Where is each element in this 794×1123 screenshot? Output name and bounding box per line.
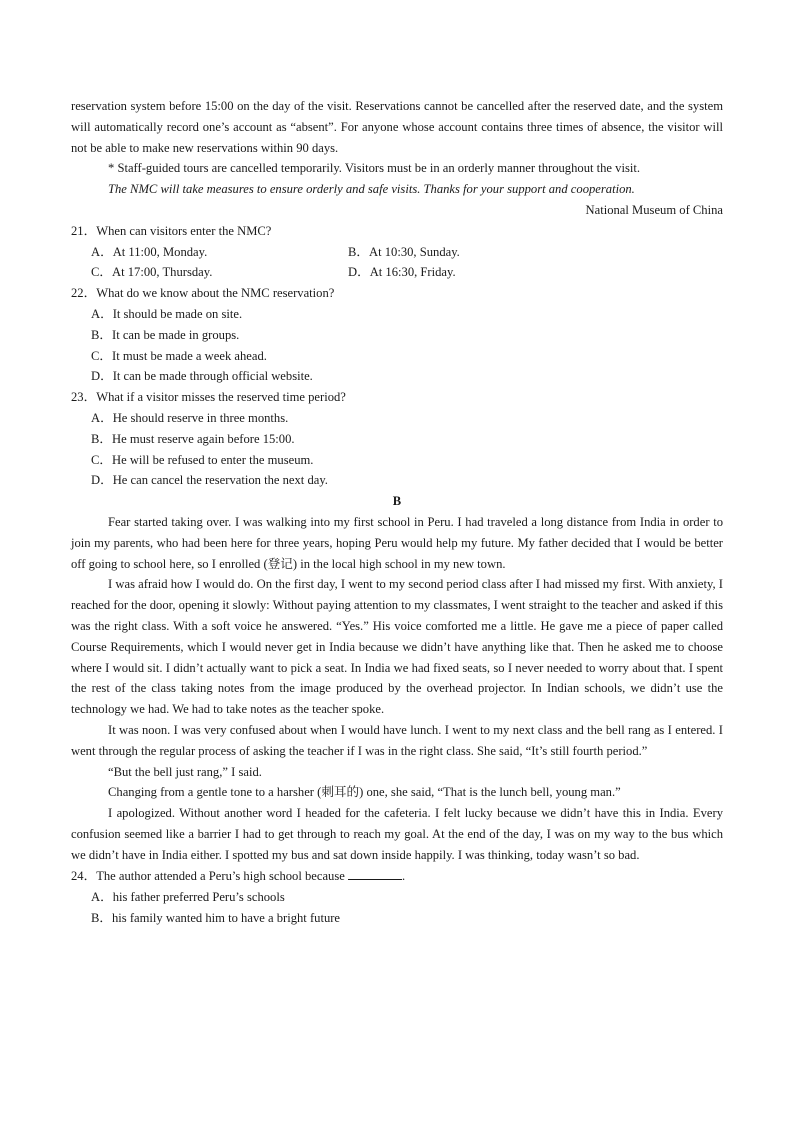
exam-page <box>71 96 723 929</box>
question-24 <box>71 865 723 928</box>
option-b: B．his family wanted him to have a bright future <box>91 911 341 926</box>
question-23 <box>71 387 723 491</box>
answer-blank <box>348 865 402 880</box>
question-stem: 23．What if a visitor misses the reserved time period? <box>71 390 346 405</box>
staff-tour-note: * Staff-guided tours are cancelled temporarily. Visitors must be in an orderly manner throughout the visit. <box>108 161 641 176</box>
option-d: D．He can cancel the reservation the next day. <box>91 473 328 488</box>
question-21 <box>71 221 723 283</box>
option-a: A．It should be made on site. <box>91 306 243 321</box>
question-stem: 21．When can visitors enter the NMC? <box>71 223 272 238</box>
section-heading: B <box>392 494 402 509</box>
passage-paragraph: “But the bell just rang,” I said. <box>108 764 262 779</box>
option-a: A．At 11:00, Monday. <box>91 244 208 259</box>
option-b: B．It can be made in groups. <box>91 327 240 342</box>
question-22 <box>71 283 723 387</box>
reservation-paragraph: reservation system before 15:00 on the day of the visit. Reservations cannot be cancelled after the reserved date, and the system will automatically record one’s account as “absent”. For anyone whose account contains three times of absence, the visitor will not be able to make new reservations within 90 days. <box>71 99 723 155</box>
signature: National Museum of China <box>585 202 723 217</box>
question-stem: 22．What do we know about the NMC reservation? <box>71 286 335 301</box>
option-b: B．At 10:30, Sunday. <box>348 244 460 259</box>
passage-paragraph: I apologized. Without another word I headed for the cafeteria. I felt lucky because we didn’t have this in India. Every confusion seemed like a barrier I had to get through to reach my goal. At the end of the day, I was on my way to the bus which we didn’t have in India either. I spotted my bus and sat down inside happily. I was thinking, today wasn’t so bad. <box>71 806 723 862</box>
passage-paragraph: Changing from a gentle tone to a harsher (刺耳的) one, she said, “That is the lunch bell, young man.” <box>108 785 621 800</box>
option-b: B．He must reserve again before 15:00. <box>91 431 295 446</box>
question-stem-text: 24．The author attended a Peru’s high school because <box>71 869 345 884</box>
option-row <box>71 262 723 283</box>
question-stem <box>71 865 723 887</box>
option-a: A．his father preferred Peru’s schools <box>91 890 285 905</box>
passage-paragraph: I was afraid how I would do. On the first day, I went to my second period class after I had missed my first. With anxiety, I reached for the door, opening it slowly: Without paying attention to my classmates, I went straight to the teacher and asked if this was the right class. With a soft voice he answered. “Yes.” His voice comforted me a little. He gave me a piece of paper called Course Requirements, which I would never get in India because we didn’t have anything like that. Then he asked me to choose where I would sit. I didn’t actually want to pick a seat. In India we had fixed seats, so I never needed to worry about that. I spent the rest of the class taking notes from the image produced by the overhead projector. In Indian schools, we didn’t use the technology we had. We had to take notes as the teacher spoke. <box>71 577 723 717</box>
option-c: C．At 17:00, Thursday. <box>91 265 213 280</box>
passage-paragraph: Fear started taking over. I was walking into my first school in Peru. I had traveled a long distance from India in order to join my parents, who had been here for three years, hoping Peru would help my future. My father decided that I would be better off going to school here, so I enrolled (登记) in the local high school in my new town. <box>71 514 723 571</box>
passage-paragraph: It was noon. I was very confused about when I would have lunch. I went to my next class and the bell rang as I entered. I went through the regular process of asking the teacher if I was in the right class. She said, “It’s still fourth period.” <box>71 722 723 758</box>
option-d: D．At 16:30, Friday. <box>348 265 456 280</box>
option-c: C．He will be refused to enter the museum. <box>91 452 314 467</box>
question-stem-end: . <box>402 869 406 884</box>
closing-note: The NMC will take measures to ensure orderly and safe visits. Thanks for your support and cooperation. <box>108 182 635 197</box>
option-a: A．He should reserve in three months. <box>91 410 289 425</box>
option-d: D．It can be made through official website. <box>91 369 313 384</box>
option-row <box>71 242 723 263</box>
option-c: C．It must be made a week ahead. <box>91 348 267 363</box>
